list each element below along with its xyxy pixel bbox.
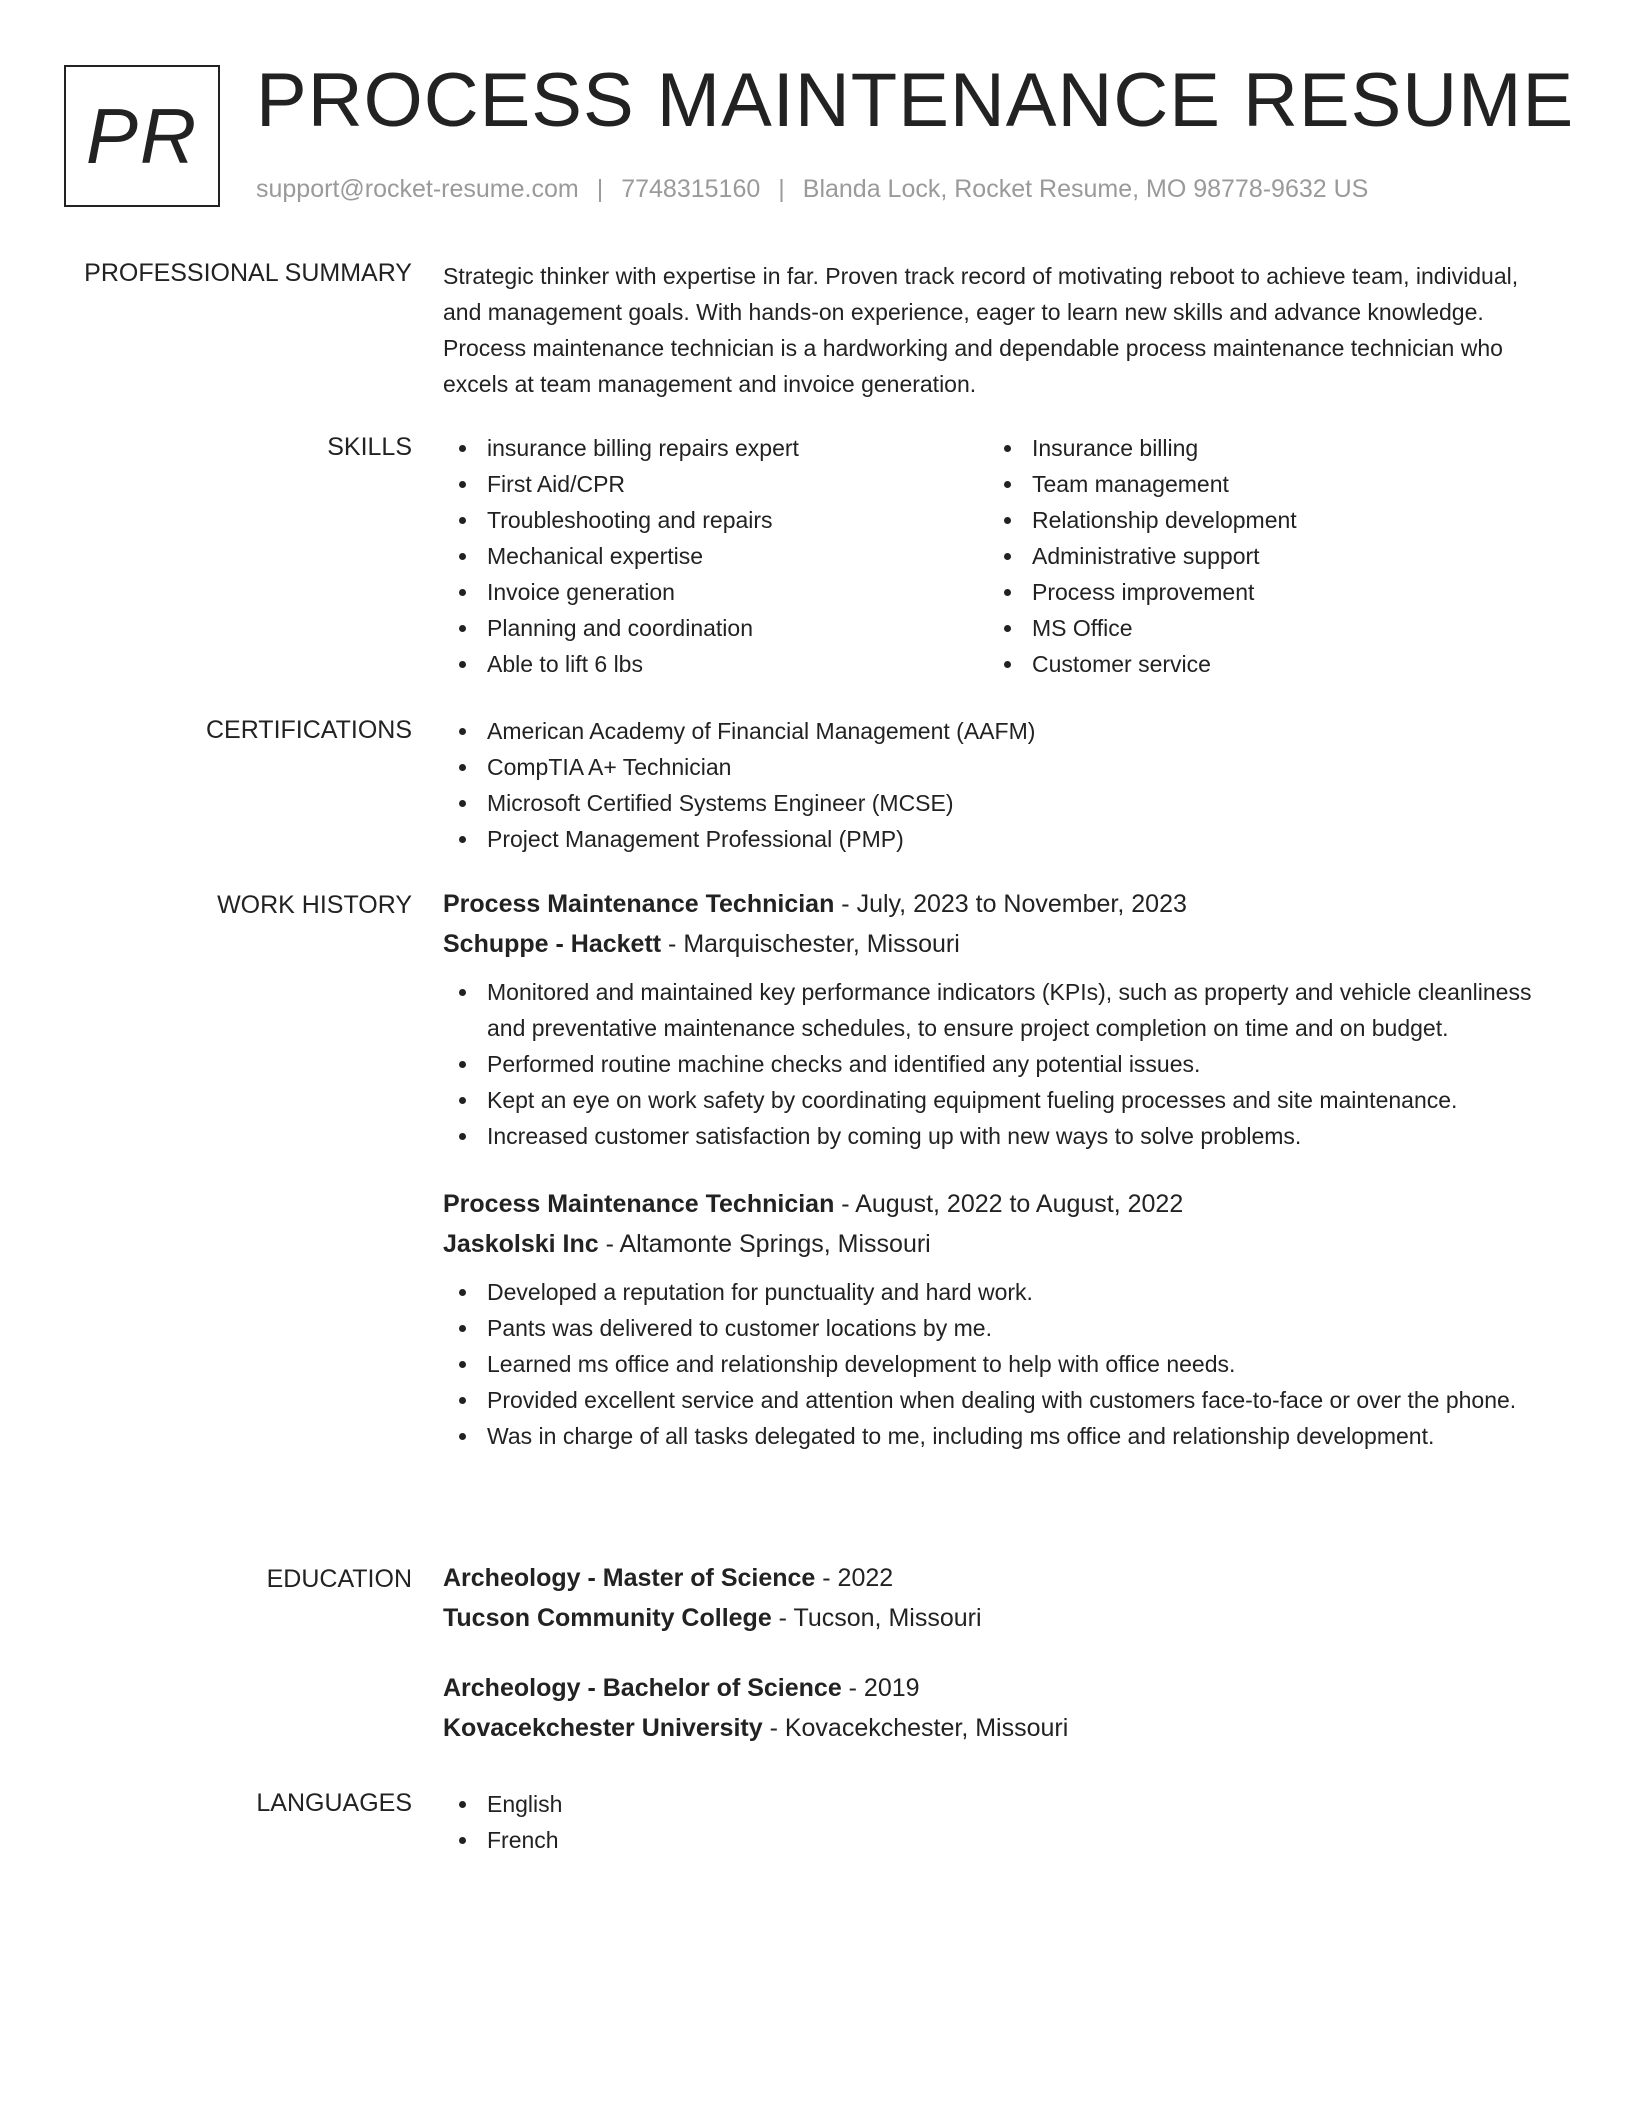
job-entry [443, 1184, 1543, 1454]
section-label-skills: SKILLS [327, 433, 412, 461]
job-title: Process Maintenance Technician [443, 890, 835, 918]
job-dates: - July, 2023 to November, 2023 [834, 890, 1187, 918]
skill-item: Process improvement [988, 574, 1533, 610]
job-bullet: Provided excellent service and attention when dealing with customers face-to-face or over the phone. [443, 1382, 1543, 1418]
skill-item: Invoice generation [443, 574, 988, 610]
job-bullet: Was in charge of all tasks delegated to me, including ms office and relationship development. [443, 1418, 1543, 1454]
contact-address: Blanda Lock, Rocket Resume, MO 98778-9632 US [802, 175, 1369, 203]
certification-item: CompTIA A+ Technician [443, 749, 1543, 785]
contact-line [256, 172, 1368, 206]
education-entry [443, 1668, 1543, 1748]
section-label-languages: LANGUAGES [256, 1789, 412, 1817]
skill-item: Customer service [988, 646, 1533, 682]
language-item: French [443, 1822, 1543, 1858]
job-bullets [443, 974, 1543, 1154]
job-company: Jaskolski Inc [443, 1230, 599, 1258]
job-bullet: Monitored and maintained key performance indicators (KPIs), such as property and vehicle cleanliness and preventative maintenance schedules, to ensure project completion on time and on budget. [443, 974, 1543, 1046]
education-school: Kovacekchester University [443, 1714, 763, 1742]
education-degree: Archeology - Bachelor of Science [443, 1674, 842, 1702]
contact-email: support@rocket-resume.com [256, 175, 579, 203]
job-entry [443, 884, 1543, 1154]
skill-item: Planning and coordination [443, 610, 988, 646]
skill-item: MS Office [988, 610, 1533, 646]
certification-item: Project Management Professional (PMP) [443, 821, 1543, 857]
education-location: - Tucson, Missouri [771, 1604, 982, 1632]
education-year: - 2019 [841, 1674, 920, 1702]
summary-body [443, 258, 1543, 402]
job-dates: - August, 2022 to August, 2022 [834, 1190, 1184, 1218]
education-school-line [443, 1598, 1543, 1638]
job-bullet: Performed routine machine checks and identified any potential issues. [443, 1046, 1543, 1082]
education-location: - Kovacekchester, Missouri [762, 1714, 1069, 1742]
education-body [443, 1558, 1543, 1748]
section-label-summary: PROFESSIONAL SUMMARY [84, 259, 412, 287]
job-company-line [443, 924, 1543, 964]
job-location: - Marquischester, Missouri [661, 930, 960, 958]
job-location: - Altamonte Springs, Missouri [598, 1230, 931, 1258]
job-company-line [443, 1224, 1543, 1264]
skill-item: Team management [988, 466, 1533, 502]
languages-body [443, 1786, 1543, 1858]
job-bullet: Pants was delivered to customer locations by me. [443, 1310, 1543, 1346]
education-year: - 2022 [815, 1564, 894, 1592]
education-degree: Archeology - Master of Science [443, 1564, 816, 1592]
certification-item: American Academy of Financial Management (AAFM) [443, 713, 1543, 749]
skill-item: insurance billing repairs expert [443, 430, 988, 466]
skill-item: Relationship development [988, 502, 1533, 538]
education-entry [443, 1558, 1543, 1638]
job-title-line [443, 1184, 1543, 1224]
language-item: English [443, 1786, 1543, 1822]
skill-item: First Aid/CPR [443, 466, 988, 502]
contact-phone: 7748315160 [621, 175, 761, 203]
skill-item: Insurance billing [988, 430, 1533, 466]
job-bullets [443, 1274, 1543, 1454]
contact-separator: | [596, 175, 604, 203]
section-label-work-history: WORK HISTORY [217, 891, 412, 919]
certifications-list [443, 713, 1543, 857]
section-label-education: EDUCATION [266, 1565, 412, 1593]
skill-item: Troubleshooting and repairs [443, 502, 988, 538]
section-label-certifications: CERTIFICATIONS [205, 716, 412, 744]
languages-list [443, 1786, 1543, 1858]
job-bullet: Kept an eye on work safety by coordinating equipment fueling processes and site maintenance. [443, 1082, 1543, 1118]
job-bullet: Learned ms office and relationship development to help with office needs. [443, 1346, 1543, 1382]
monogram-logo: PR [64, 65, 220, 207]
job-title: Process Maintenance Technician [443, 1190, 835, 1218]
education-school-line [443, 1708, 1543, 1748]
skill-item: Administrative support [988, 538, 1533, 574]
contact-separator: | [778, 175, 785, 203]
skills-list-right [988, 430, 1533, 682]
certification-item: Microsoft Certified Systems Engineer (MCSE) [443, 785, 1543, 821]
job-company: Schuppe - Hackett [443, 930, 662, 958]
education-degree-line [443, 1668, 1543, 1708]
work-history-body [443, 884, 1543, 1454]
skill-item: Mechanical expertise [443, 538, 988, 574]
skills-body [443, 430, 1543, 682]
education-degree-line [443, 1558, 1543, 1598]
resume-title: PROCESS MAINTENANCE RESUME [256, 58, 1575, 143]
certifications-body [443, 713, 1543, 857]
job-bullet: Increased customer satisfaction by coming up with new ways to solve problems. [443, 1118, 1543, 1154]
skill-item: Able to lift 6 lbs [443, 646, 988, 682]
job-bullet: Developed a reputation for punctuality and hard work. [443, 1274, 1543, 1310]
education-school: Tucson Community College [443, 1604, 772, 1632]
summary-text: Strategic thinker with expertise in far. Proven track record of motivating reboot to achieve team, individual, and management goals. With hands-on experience, eager to learn new skills and advance knowledge. Process maintenance technician is a hardworking and dependable process maintenance technician who excels at team management and invoice generation. [443, 263, 1519, 397]
job-title-line [443, 884, 1543, 924]
skills-list-left [443, 430, 988, 682]
